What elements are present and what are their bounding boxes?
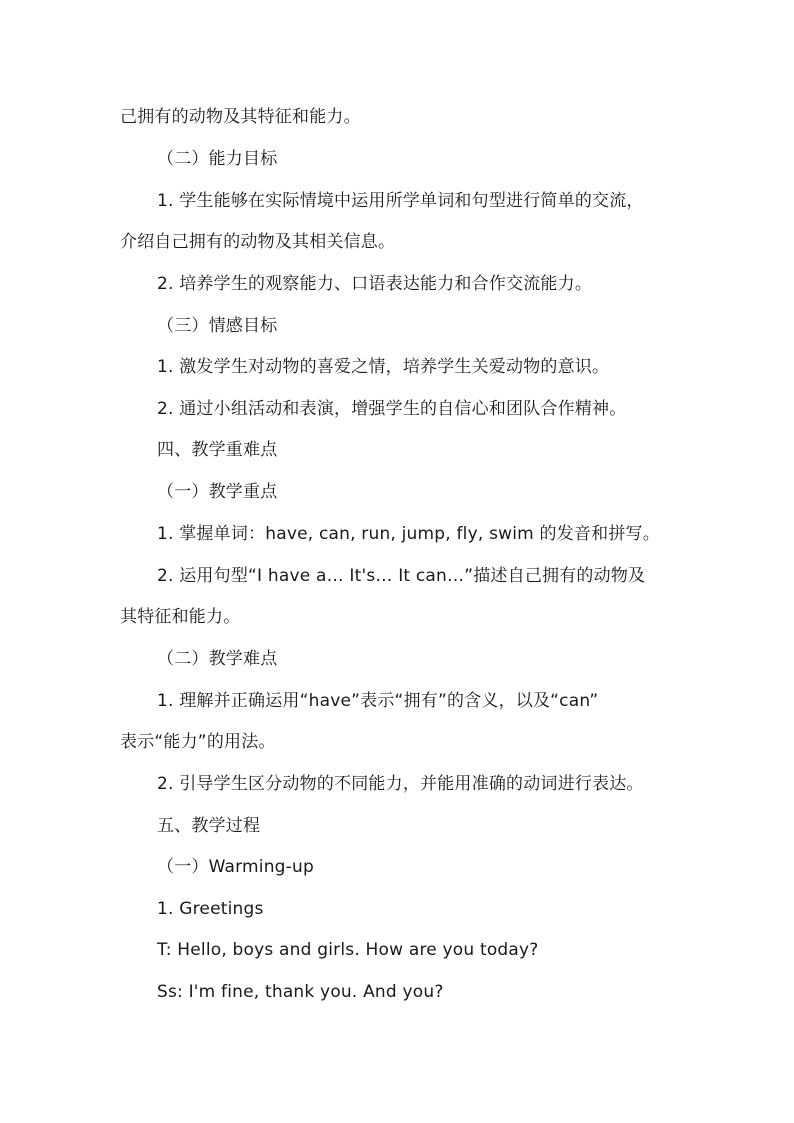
subheading-key-points: （一）教学重点 (157, 482, 278, 502)
step-heading-greetings: 1. Greetings (157, 899, 264, 919)
list-item-continuation: 介绍自己拥有的动物及其相关信息。 (120, 232, 396, 252)
list-item: 1. 激发学生对动物的喜爱之情，培养学生关爱动物的意识。 (157, 357, 610, 377)
list-item: 1. 掌握单词：have, can, run, jump, fly, swim 的发音和拼写。 (157, 524, 660, 544)
list-item: 2. 引导学生区分动物的不同能力，并能用准确的动词进行表达。 (157, 774, 644, 794)
subheading-warming-up: （一）Warming-up (157, 857, 314, 877)
paragraph-continuation: 己拥有的动物及其特征和能力。 (120, 107, 361, 127)
dialogue-line-students: Ss: I'm fine, thank you. And you? (157, 982, 444, 1002)
section-heading-teaching-process: 五、教学过程 (157, 816, 261, 836)
list-item-continuation: 表示“能力”的用法。 (120, 732, 276, 752)
list-item: 2. 培养学生的观察能力、口语表达能力和合作交流能力。 (157, 274, 593, 294)
list-item: 2. 运用句型“I have a… It's… It can…”描述自己拥有的动物及 (157, 566, 646, 586)
list-item: 2. 通过小组活动和表演，增强学生的自信心和团队合作精神。 (157, 399, 627, 419)
dialogue-line-teacher: T: Hello, boys and girls. How are you today? (157, 940, 539, 960)
subheading-difficult-points: （二）教学难点 (157, 649, 278, 669)
list-item-continuation: 其特征和能力。 (120, 607, 241, 627)
subheading-emotion-goals: （三）情感目标 (157, 316, 278, 336)
list-item: 1. 理解并正确运用“have”表示“拥有”的含义，以及“can” (157, 691, 599, 711)
list-item: 1. 学生能够在实际情境中运用所学单词和句型进行简单的交流， (157, 191, 644, 211)
section-heading-key-difficult-points: 四、教学重难点 (157, 440, 278, 460)
subheading-ability-goals: （二）能力目标 (157, 149, 278, 169)
